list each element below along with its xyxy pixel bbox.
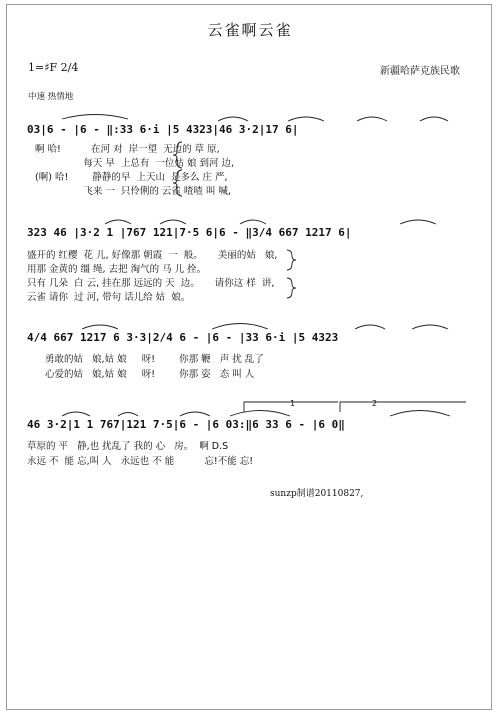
song-title: 云雀啊云雀	[207, 21, 293, 39]
lyric-line-2b: 用那 金黄的 缰 绳, 去把 淘气的 马 儿 拴。	[27, 264, 207, 275]
verse-brace	[173, 170, 182, 196]
notation-line-1: 03|6 - |6 - ‖:33 6·i |5 4323|46 3·2|17 6|	[27, 123, 299, 136]
slur	[230, 411, 290, 417]
lyric-line-3a: 勇敢的姑 娘,姑 娘 呀! 你那 鞭 声 扰 乱了	[45, 354, 264, 365]
slur	[180, 412, 210, 416]
slur	[355, 325, 385, 329]
notation-line-4: 46 3·2|1 1 767|121 7·5|6 - |6 03:‖6 33 6 - |6 0‖	[27, 418, 345, 431]
song-source: 新疆哈萨克族民歌	[380, 66, 460, 77]
tempo-marking: 中速 热情地	[28, 92, 74, 102]
lyric-line-2c: 只有 几朵 白 云, 挂在那 远远的 天 边。 请你这 样 讲,	[27, 278, 275, 289]
verse-brace	[287, 278, 296, 298]
transcriber-credit: sunzp制谱20110827,	[270, 489, 364, 499]
verse-brace	[173, 142, 182, 168]
slur	[105, 220, 131, 224]
lyric-line-1b: 每天 早 上总有 一位姑 娘 到河 边,	[32, 158, 235, 169]
notation-line-2: 323 46 |3·2 1 |767 121|7·5 6|6 - ‖3/4 667 1217 6|	[27, 226, 352, 239]
slur	[160, 220, 186, 224]
lyric-line-4b: 永远 不 能 忘,叫 人 永远也 不 能 忘!不能 忘!	[27, 456, 254, 467]
lyric-line-1a: 啊 哈! 在河 对 岸一望 无边的 草 原,	[32, 144, 220, 155]
slur	[218, 117, 248, 121]
slur	[412, 325, 448, 329]
lyric-line-2a: 盛开的 红樱 花 儿, 好像那 朝霞 一 般。 美丽的姑 娘,	[27, 250, 278, 261]
lyric-line-3b: 心爱的姑 娘,姑 娘 呀! 你那 姿 态 叫 人	[45, 369, 255, 380]
lyric-line-1c: (啊) 哈! 静静的早 上天山 是多么 庄 严,	[32, 172, 228, 183]
slur	[357, 117, 387, 121]
volta-2-number: 2	[372, 399, 378, 408]
slur	[82, 325, 118, 329]
lyric-line-1d: 飞来 一 只伶俐的 云雀 喳喳 叫 喊,	[32, 186, 231, 197]
verse-brace	[287, 250, 296, 270]
slur	[390, 411, 450, 417]
notation-line-3: 4/4 667 1217 6 3·3|2/4 6 - |6 - |33 6·i |5 4323	[27, 331, 339, 344]
volta-bracket-2	[340, 402, 466, 412]
key-signature: 1=♯F 2/4	[28, 61, 79, 74]
slur	[240, 220, 266, 224]
slur	[288, 117, 324, 121]
slur	[212, 324, 268, 330]
slur	[62, 115, 128, 120]
slur	[62, 412, 90, 416]
slur	[420, 117, 448, 121]
lyric-line-2d: 云雀 请你 过 河, 带句 话儿给 姑 娘。	[27, 292, 191, 303]
slur	[400, 220, 436, 224]
lyric-line-4a: 草原的 平 静,也 扰乱了 我的 心 房。 啊 D.S	[27, 441, 229, 452]
volta-1-number: 1	[290, 399, 296, 408]
slur	[118, 413, 138, 417]
